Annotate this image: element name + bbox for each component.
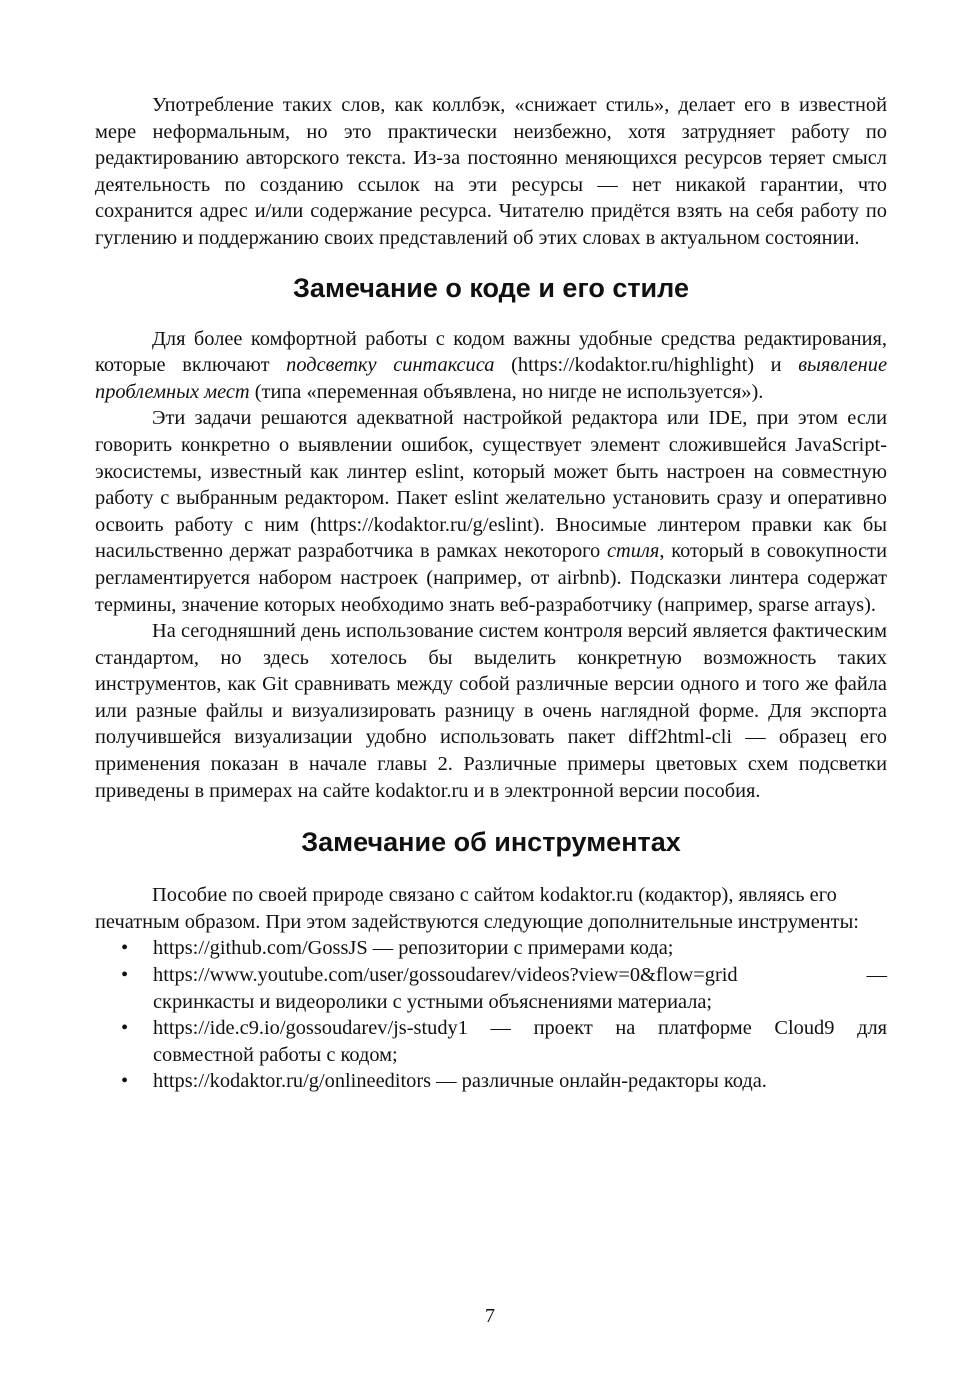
list-item: • — https://www.youtube.com/user/gossoudarev/videos?view=0&flow=grid скринкасты и видеоролики с устными объяснениями материала; — [121, 964, 887, 1013]
bullet-icon: • — [121, 1070, 129, 1093]
paragraph-version-control: На сегодняшний день использование систем контроля версий является фактическим стандартом, но здесь хотелось бы выделить конкретную возможность таких инструментов, как Git сравнивать между собой различные версии одного и того же файла или разные файлы и визуализировать разницу в очень наглядной форме. Для экспорта получившейся визуализации удобно использовать пакет diff2html-cli — образец его применения показан в начале главы 2. Различные примеры цветовых схем подсветки приведены в примерах на сайте kodaktor.ru и в электронной версии пособия. — [95, 620, 887, 802]
section-heading-tools: Замечание об инструментах — [301, 827, 681, 858]
bullet-icon: • — [121, 964, 129, 987]
paragraph-tools-intro: Пособие по своей природе связано с сайтом kodaktor.ru (кодактор), являясь его печатным образом. При этом задействуются следующие дополнительные инструменты: — [95, 884, 859, 933]
list-item: • https://ide.c9.io/gossoudarev/js-study1 — проект на платформе Cloud9 для совместной работы с кодом; — [121, 1017, 887, 1066]
paragraph-editing-tools: Для более комфортной работы с кодом важны удобные средства редактирования, которые включают подсветку синтаксиса (https://kodaktor.ru/highlight) и выявление проблемных мест (типа «переменная объявлена, но нигде не используется»). — [95, 327, 888, 403]
section-heading-code-style: Замечание о коде и его стиле — [293, 272, 689, 303]
intro-paragraph: Употребление таких слов, как коллбэк, «снижает стиль», делает его в известной мере неформальным, но это практически неизбежно, хотя затрудняет работу по редактированию авторского текста. Из-за постоянно меняющихся ресурсов теряет смысл деятельность по созданию ссылок на эти ресурсы — нет никакой гарантии, что сохранится адрес и/или содержание ресурса. Читателю придётся взять на себя работу по гуглению и поддержанию своих представлений об этих словах в актуальном состоянии. — [95, 94, 887, 249]
list-item: • https://github.com/GossJS — репозитории с примерами кода; — [95, 935, 887, 962]
page-number: 7 — [485, 1305, 495, 1327]
tools-list — [95, 935, 887, 1095]
paragraph-linter: Эти задачи решаются адекватной настройкой редактора или IDE, при этом если говорить конкретно о выявлении ошибок, существует элемент сложившейся JavaScript-экосистемы, известный как линтер eslint, который может быть настроен на совместную работу с выбранным редактором. Пакет eslint желательно установить сразу и оперативно освоить работу с ним (https://kodaktor.ru/g/eslint). Вносимые линтером правки как бы насильственно держат разработчика в рамках некоторого стиля, который в совокупности регламентируется набором настроек (например, от airbnb). Подсказки линтера содержат термины, значение которых необходимо знать веб-разработчику (например, sparse arrays). — [95, 407, 887, 616]
page-body — [95, 92, 887, 1095]
bullet-icon: • — [121, 1017, 129, 1040]
list-item: • https://kodaktor.ru/g/onlineeditors — различные онлайн-редакторы кода. — [95, 1068, 887, 1095]
bullet-icon: • — [121, 937, 129, 960]
